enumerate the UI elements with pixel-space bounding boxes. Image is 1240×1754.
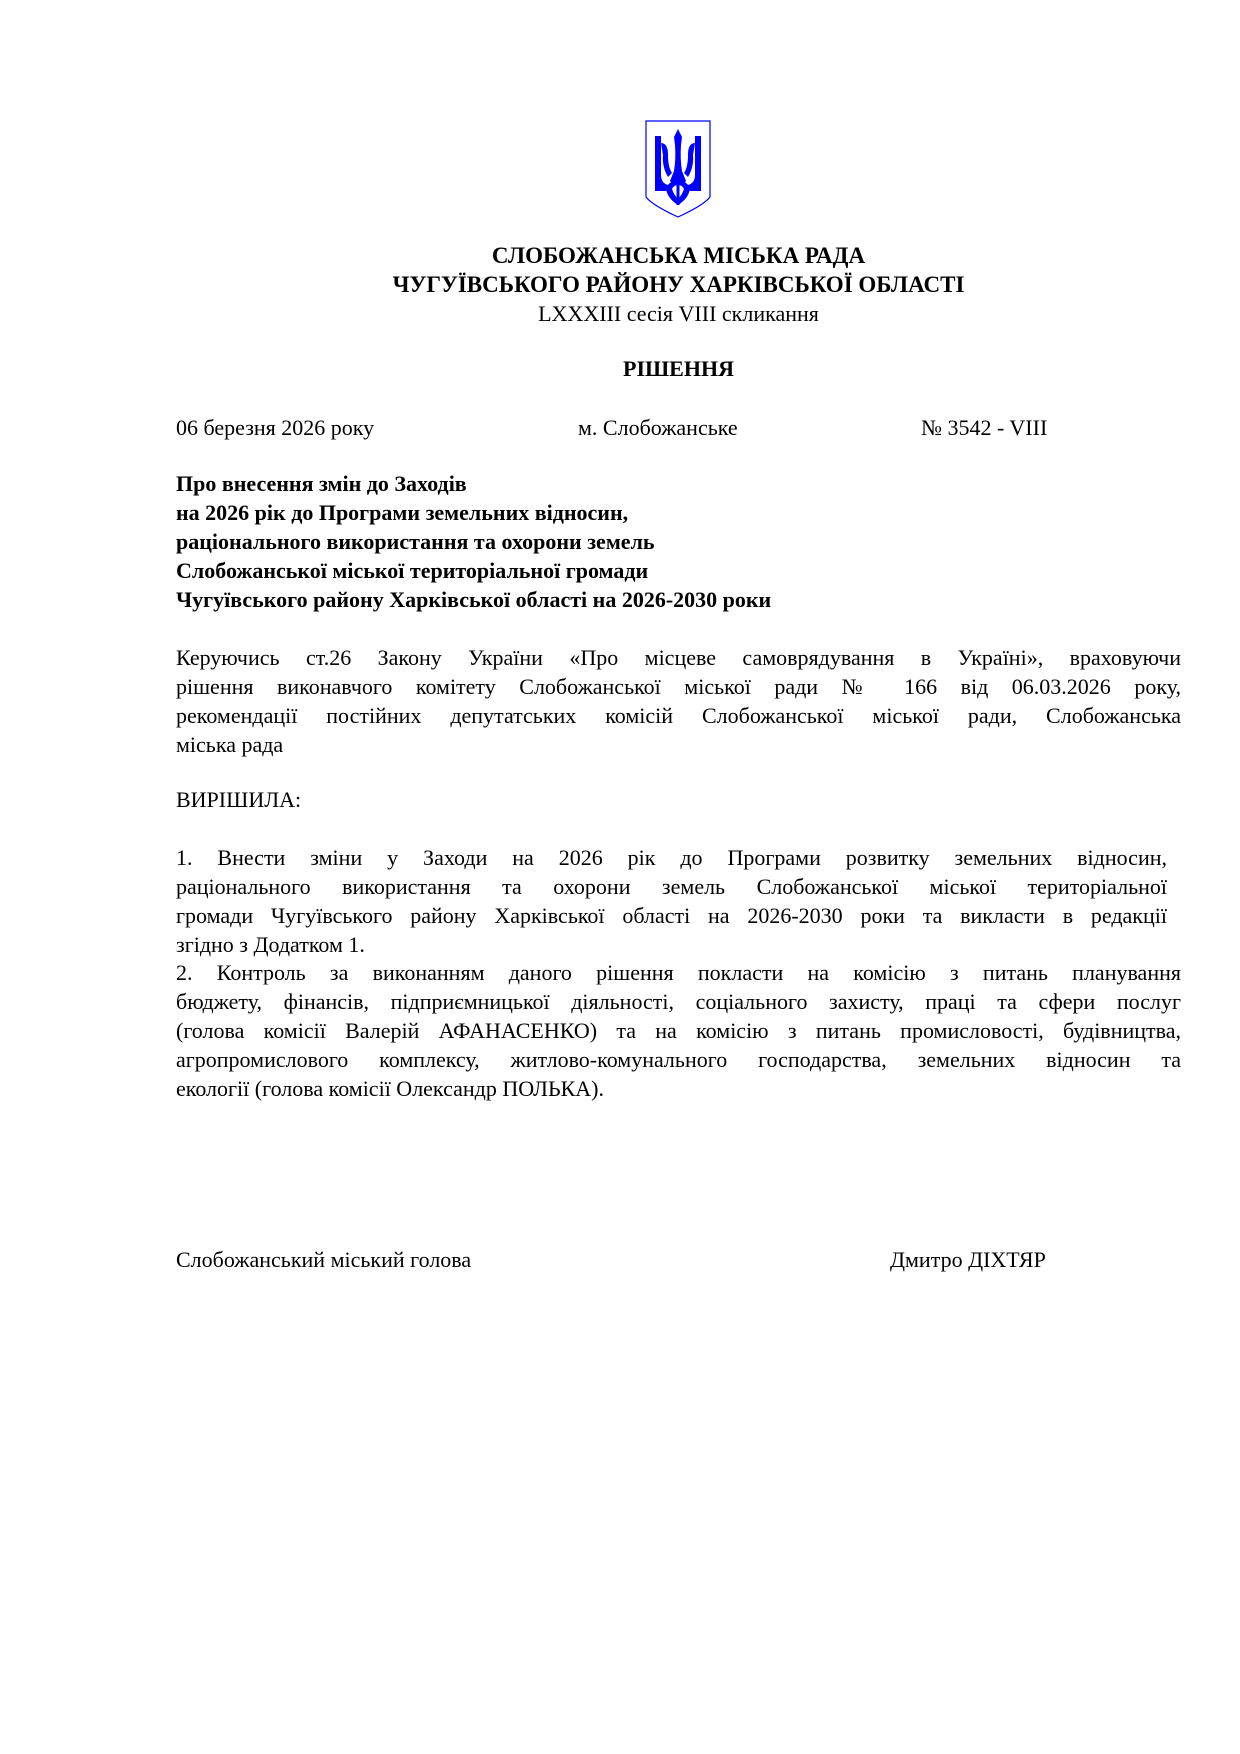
- item-line: громади Чугуївського району Харківської області на 2026-2030 роки та викласти в редакції: [176, 903, 1167, 928]
- item-line: бюджету, фінансів, підприємницької діяльності, соціального захисту, праці та сфери послуг: [176, 989, 1181, 1014]
- coat-of-arms-icon: [644, 119, 712, 219]
- document-type: РІШЕННЯ: [623, 356, 734, 381]
- item-line: агропромислового комплексу, житлово-комунального господарства, земельних відносин та: [176, 1047, 1181, 1072]
- item-2: [176, 958, 1181, 1103]
- preamble-line: рішення виконавчого комітету Слобожанської міської ради № 166 від 06.03.2026 року,: [176, 674, 1181, 699]
- subject-line: раціонального використання та охорони земель: [176, 529, 655, 554]
- document-subject: [176, 469, 1181, 614]
- item-line: екології (голова комісії Олександр ПОЛЬКА).: [176, 1076, 604, 1101]
- subject-line: на 2026 рік до Програми земельних відносин,: [176, 500, 629, 525]
- preamble-line: міська рада: [176, 732, 284, 757]
- item-line: 1. Внести зміни у Заходи на 2026 рік до Програми розвитку земельних відносин,: [176, 845, 1167, 870]
- district-name: ЧУГУЇВСЬКОГО РАЙОНУ ХАРКІВСЬКОЇ ОБЛАСТІ: [392, 272, 965, 297]
- item-line: згідно з Додатком 1.: [176, 932, 365, 957]
- subject-line: Слобожанської міської територіальної громади: [176, 558, 649, 583]
- item-line: 2. Контроль за виконанням даного рішення покласти на комісію з питань планування: [176, 960, 1181, 985]
- document-meta: [176, 413, 1181, 442]
- signature-block: [176, 1245, 1181, 1274]
- item-line: раціонального використання та охорони земель Слобожанської міської територіальної: [176, 874, 1167, 899]
- subject-line: Про внесення змін до Заходів: [176, 471, 467, 496]
- preamble: [176, 643, 1181, 759]
- subject-line: Чугуївського району Харківської області на 2026-2030 роки: [176, 587, 772, 612]
- item-line: (голова комісії Валерій АФАНАСЕНКО) та на комісію з питань промисловості, будівництва,: [176, 1018, 1181, 1043]
- session-info: LXXXIII сесія VIII скликання: [538, 301, 819, 326]
- document-number: № 3542 - VIII: [921, 415, 1048, 440]
- item-1: [176, 843, 1167, 959]
- preamble-line: рекомендації постійних депутатських комісій Слобожанської міської ради, Слобожанська: [176, 703, 1181, 728]
- document-date: 06 березня 2026 року: [176, 415, 375, 440]
- council-name: СЛОБОЖАНСЬКА МІСЬКА РАДА: [491, 243, 866, 268]
- preamble-line: Керуючись ст.26 Закону України «Про місцеве самоврядування в Україні», враховуючи: [176, 645, 1181, 670]
- signatory-name: Дмитро ДІХТЯР: [890, 1247, 1046, 1272]
- document-place: м. Слобожанське: [578, 415, 738, 440]
- signatory-position: Слобожанський міський голова: [176, 1247, 472, 1272]
- decided-label: ВИРІШИЛА:: [176, 787, 302, 812]
